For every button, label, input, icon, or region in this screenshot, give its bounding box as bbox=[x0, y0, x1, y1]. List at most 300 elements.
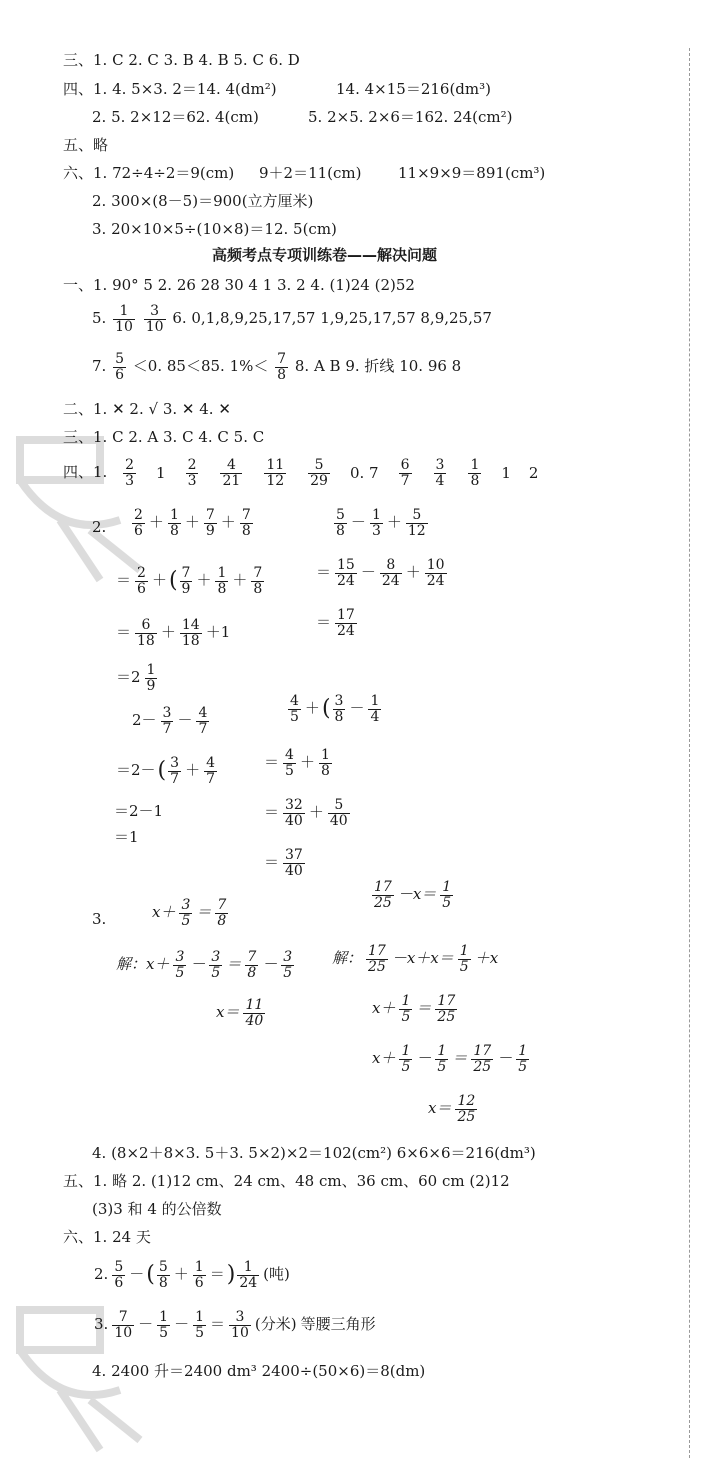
fraction bbox=[406, 508, 428, 538]
fraction bbox=[458, 944, 471, 974]
fraction bbox=[161, 706, 174, 736]
fraction-answer-line bbox=[92, 352, 461, 382]
answer-line: 5. 2×5. 2×6＝162. 24(cm²) bbox=[308, 108, 513, 126]
numerator: 5 bbox=[328, 798, 350, 814]
fraction bbox=[237, 1260, 259, 1290]
denominator: 6 bbox=[114, 1274, 124, 1291]
numerator: 1 bbox=[459, 943, 469, 959]
expr-text: ＋ bbox=[386, 513, 402, 532]
expr-text: ＋ bbox=[160, 623, 176, 642]
answer-line: 11×9×9＝891(cm³) bbox=[398, 164, 546, 182]
denominator: 5 bbox=[175, 964, 185, 981]
calc-line bbox=[114, 663, 159, 693]
denominator: 9 bbox=[146, 677, 156, 694]
fraction bbox=[468, 458, 481, 488]
fraction bbox=[132, 508, 145, 538]
calc-line bbox=[130, 508, 255, 538]
equation-line bbox=[370, 1044, 531, 1074]
numerator: 3 bbox=[229, 1310, 251, 1326]
fraction bbox=[220, 458, 242, 488]
numerator: 4 bbox=[285, 747, 294, 763]
answer-line: 4. 2400 升＝2400 dm³ 2400÷(50×6)＝8(dm) bbox=[92, 1362, 426, 1380]
numerator: 17 bbox=[473, 1043, 492, 1059]
paren-open: ( bbox=[321, 696, 331, 722]
numerator: 4 bbox=[198, 705, 208, 721]
fraction bbox=[168, 508, 181, 538]
fraction bbox=[135, 618, 157, 648]
answer-line: 六、1. 72÷4÷2＝9(cm) bbox=[63, 164, 235, 182]
denominator: 8 bbox=[158, 1274, 168, 1291]
numerator: 11 bbox=[266, 457, 285, 473]
calc-line: ＝1 bbox=[114, 828, 139, 846]
expr-text: ＝ bbox=[209, 1265, 225, 1284]
fraction bbox=[123, 458, 136, 488]
numerator: 15 bbox=[337, 557, 355, 573]
margin-dashed-rule bbox=[689, 48, 690, 1458]
expr-text: －x＋x＝ bbox=[391, 949, 454, 968]
expr-text: ＋ bbox=[173, 1265, 189, 1284]
expr-text: x＋ bbox=[152, 903, 176, 922]
equation-line bbox=[370, 880, 455, 910]
fraction bbox=[283, 798, 305, 828]
answer-text: 6. 0,1,8,9,25,17,57 1,9,25,17,57 8,9,25,57 bbox=[172, 309, 492, 328]
denominator: 21 bbox=[222, 472, 241, 489]
denominator: 8 bbox=[253, 580, 263, 597]
numerator: 7 bbox=[217, 897, 227, 913]
expr-text: ＋ bbox=[148, 513, 164, 532]
numerator: 4 bbox=[290, 693, 299, 709]
calc-line bbox=[262, 748, 334, 778]
numerator: 37 bbox=[285, 847, 303, 863]
numerator: 1 bbox=[470, 457, 480, 473]
calc-line bbox=[114, 566, 266, 596]
numerator: 1 bbox=[442, 879, 452, 895]
equation-line bbox=[150, 898, 230, 928]
expr-text: － bbox=[129, 1265, 145, 1284]
numerator: 7 bbox=[112, 1310, 134, 1326]
calc-line bbox=[114, 618, 232, 648]
fraction bbox=[173, 950, 186, 980]
equation-line bbox=[426, 1094, 479, 1124]
fraction bbox=[186, 458, 199, 488]
answer-line: 三、1. C 2. A 3. C 4. C 5. C bbox=[63, 428, 265, 446]
fraction bbox=[370, 508, 383, 538]
denominator: 29 bbox=[310, 472, 328, 489]
fraction bbox=[366, 944, 388, 974]
denominator: 5 bbox=[401, 1058, 411, 1075]
denominator: 5 bbox=[181, 912, 191, 929]
fraction bbox=[333, 694, 346, 724]
equation-line bbox=[214, 998, 267, 1028]
paren-open: ( bbox=[157, 758, 167, 784]
fraction bbox=[319, 748, 332, 778]
denominator: 7 bbox=[170, 770, 180, 787]
denominator: 5 bbox=[283, 964, 293, 981]
denominator: 24 bbox=[337, 572, 355, 589]
expr-text: ＝ bbox=[264, 753, 280, 772]
denominator: 8 bbox=[470, 472, 480, 489]
expr-text: 解：x＋ bbox=[116, 955, 170, 974]
fraction bbox=[193, 1260, 206, 1290]
fraction bbox=[229, 1310, 251, 1340]
numerator: 1 bbox=[237, 1260, 259, 1276]
denominator: 25 bbox=[368, 958, 386, 975]
fraction bbox=[372, 880, 394, 910]
expr-text: ＋ bbox=[308, 803, 324, 822]
numerator: 7 bbox=[241, 507, 251, 523]
numerator: 14 bbox=[181, 617, 200, 633]
numerator: 3 bbox=[211, 949, 221, 965]
expr-text: ＋ bbox=[304, 699, 320, 718]
denominator: 8 bbox=[247, 964, 257, 981]
answer-item: 1 bbox=[501, 463, 511, 482]
numerator: 17 bbox=[374, 879, 392, 895]
denominator: 4 bbox=[370, 708, 380, 725]
paren-close: ) bbox=[226, 1262, 236, 1288]
item-number: 四、1. bbox=[63, 463, 108, 482]
numerator: 7 bbox=[181, 565, 191, 581]
fraction bbox=[399, 458, 412, 488]
expr-text: － bbox=[416, 1049, 432, 1068]
denominator: 12 bbox=[266, 472, 285, 489]
numerator: 1 bbox=[195, 1309, 205, 1325]
expr-text: ＝ bbox=[316, 563, 332, 582]
answer-line: 9＋2＝11(cm) bbox=[259, 164, 362, 182]
answer-line: 五、略 bbox=[63, 136, 109, 154]
answer-line: 六、1. 24 天 bbox=[63, 1228, 151, 1246]
numerator: 1 bbox=[518, 1043, 528, 1059]
denominator: 5 bbox=[285, 762, 294, 779]
numerator: 3 bbox=[283, 949, 293, 965]
fraction bbox=[251, 566, 264, 596]
fraction bbox=[204, 508, 217, 538]
denominator: 25 bbox=[437, 1008, 456, 1025]
fraction bbox=[145, 663, 158, 693]
answer-item: 2 bbox=[528, 463, 539, 482]
denominator: 5 bbox=[290, 708, 299, 725]
fraction bbox=[180, 618, 202, 648]
denominator: 25 bbox=[457, 1108, 476, 1125]
calc-line bbox=[262, 848, 307, 878]
item-number: 7. bbox=[92, 357, 107, 376]
paren-open: ( bbox=[168, 568, 178, 594]
numerator: 5 bbox=[308, 458, 330, 474]
denominator: 18 bbox=[137, 632, 155, 649]
denominator: 5 bbox=[401, 1008, 411, 1025]
expr-text: ＋ bbox=[299, 753, 315, 772]
denominator: 5 bbox=[195, 1324, 205, 1341]
numerator: 8 bbox=[380, 558, 402, 574]
fraction bbox=[435, 1044, 448, 1074]
denominator: 5 bbox=[437, 1058, 447, 1075]
numerator: 7 bbox=[253, 565, 263, 581]
denominator: 8 bbox=[217, 912, 227, 929]
fraction bbox=[112, 1260, 125, 1290]
denominator: 24 bbox=[381, 572, 400, 589]
expr-text: ＋ bbox=[220, 513, 236, 532]
expr-text: ＝ bbox=[226, 955, 242, 974]
fraction bbox=[440, 880, 453, 910]
denominator: 9 bbox=[205, 522, 215, 539]
denominator: 10 bbox=[231, 1324, 249, 1341]
expr-text: 2. bbox=[94, 1265, 109, 1284]
answer-line: 4. (8×2＋8×3. 5＋3. 5×2)×2＝102(cm²) 6×6×6＝216(dm³) bbox=[92, 1144, 536, 1162]
numerator: 5 bbox=[158, 1259, 168, 1275]
denominator: 6 bbox=[137, 580, 146, 597]
denominator: 25 bbox=[473, 1058, 492, 1075]
fraction bbox=[516, 1044, 529, 1074]
numerator: 1 bbox=[159, 1309, 169, 1325]
numerator: 7 bbox=[205, 507, 215, 523]
denominator: 5 bbox=[442, 894, 452, 911]
expr-text: ＝ bbox=[416, 999, 432, 1018]
numerator: 1 bbox=[146, 662, 156, 678]
answer-line: 2. 5. 2×12＝62. 4(cm) bbox=[92, 108, 259, 126]
numerator: 3 bbox=[175, 949, 185, 965]
equation-line bbox=[330, 944, 500, 974]
denominator: 40 bbox=[329, 812, 348, 829]
calc-line bbox=[92, 1260, 292, 1290]
fraction bbox=[399, 1044, 412, 1074]
fraction bbox=[399, 994, 412, 1024]
answer-item bbox=[218, 458, 244, 488]
fraction bbox=[193, 1310, 206, 1340]
numerator: 32 bbox=[285, 797, 303, 813]
answer-line: (3)3 和 4 的公倍数 bbox=[92, 1200, 222, 1218]
fraction bbox=[209, 950, 222, 980]
equation-line bbox=[114, 950, 296, 980]
numerator: 1 bbox=[401, 993, 411, 1009]
expr-text: 解： bbox=[332, 949, 363, 968]
denominator: 6 bbox=[134, 522, 143, 539]
denominator: 40 bbox=[245, 1012, 264, 1029]
fraction bbox=[215, 898, 228, 928]
item-number: 2. bbox=[92, 518, 107, 536]
answer-item: 0. 7 bbox=[349, 463, 379, 482]
numerator: 1 bbox=[169, 507, 179, 523]
fraction bbox=[196, 706, 209, 736]
numerator: 3 bbox=[162, 705, 172, 721]
numerator: 2 bbox=[134, 507, 143, 523]
denominator: 8 bbox=[241, 522, 251, 539]
expr-text: ＝ bbox=[116, 623, 132, 642]
denominator: 7 bbox=[162, 720, 172, 737]
calc-line bbox=[286, 694, 383, 724]
answer-item bbox=[121, 458, 138, 488]
expr-text: －x＝ bbox=[397, 885, 437, 904]
denominator: 24 bbox=[239, 1274, 258, 1291]
denominator: 7 bbox=[400, 472, 410, 489]
fraction: $\frac{5}{6}$ bbox=[115, 351, 125, 383]
numerator: 1 bbox=[217, 565, 227, 581]
fraction bbox=[179, 898, 192, 928]
expr-text: － bbox=[360, 563, 376, 582]
section-heading: 高频考点专项训练卷——解决问题 bbox=[212, 246, 438, 264]
expr-text: ＋ bbox=[184, 513, 200, 532]
expr-text: ＋x bbox=[474, 949, 499, 968]
denominator: 5 bbox=[211, 964, 221, 981]
fraction bbox=[283, 748, 296, 778]
expr-text: x＝ bbox=[428, 1099, 452, 1118]
numerator: 6 bbox=[400, 457, 410, 473]
answer-item bbox=[432, 458, 449, 488]
expr-text: (吨) bbox=[263, 1265, 290, 1284]
expr-text: ＝2 bbox=[116, 668, 141, 687]
fraction bbox=[288, 694, 301, 724]
numerator: 1 bbox=[194, 1259, 204, 1275]
numerator: 1 bbox=[370, 693, 380, 709]
denominator: 3 bbox=[125, 472, 135, 489]
expr-text: － bbox=[349, 699, 365, 718]
fraction bbox=[180, 566, 193, 596]
fraction bbox=[335, 608, 357, 638]
answer-item bbox=[262, 458, 288, 488]
numerator: 2 bbox=[137, 565, 146, 581]
numerator: 4 bbox=[206, 755, 215, 771]
fraction bbox=[112, 1310, 134, 1340]
expr-text: － bbox=[262, 955, 278, 974]
calc-line bbox=[262, 798, 352, 828]
denominator: 8 bbox=[334, 708, 344, 725]
denominator: 25 bbox=[374, 894, 392, 911]
fraction bbox=[380, 558, 402, 588]
expr-text: 等腰三角形 bbox=[300, 1315, 376, 1334]
fraction bbox=[308, 458, 330, 488]
expr-text: ＝ bbox=[264, 803, 280, 822]
expr-text: x＝ bbox=[216, 1003, 240, 1022]
expr-text: ＋ bbox=[405, 563, 421, 582]
expr-text: ＝2－ bbox=[116, 761, 156, 780]
denominator: 40 bbox=[285, 862, 303, 879]
denominator: 5 bbox=[518, 1058, 528, 1075]
numerator: 1 bbox=[437, 1043, 447, 1059]
calc-line bbox=[314, 558, 449, 588]
expr-text: ＝ bbox=[196, 903, 212, 922]
numerator: 5 bbox=[406, 508, 428, 524]
expr-text: ＋ bbox=[232, 571, 248, 590]
calc-line bbox=[332, 508, 430, 538]
fraction bbox=[243, 998, 265, 1028]
fraction bbox=[245, 950, 258, 980]
numerator: 17 bbox=[337, 607, 355, 623]
numerator: 12 bbox=[457, 1093, 476, 1109]
item-number: 5. bbox=[92, 309, 107, 328]
expr-text: ＝ bbox=[316, 613, 332, 632]
answer-text: 8. A B 9. 折线 10. 96 8 bbox=[294, 357, 462, 376]
expr-text: － bbox=[497, 1049, 513, 1068]
expr-text: x＋ bbox=[372, 1049, 396, 1068]
answer-line: 2. 300×(8－5)＝900(立方厘米) bbox=[92, 192, 314, 210]
answer-item bbox=[397, 458, 414, 488]
numerator: 5 bbox=[336, 507, 345, 523]
fraction bbox=[281, 950, 294, 980]
expr-text: ＋ bbox=[151, 571, 167, 590]
expr-text: ＋ bbox=[196, 571, 212, 590]
numerator: 3 bbox=[334, 693, 344, 709]
answer-text: ＜0. 85＜85. 1%＜ bbox=[132, 357, 269, 376]
numerator: 1 bbox=[320, 747, 330, 763]
denominator: 9 bbox=[181, 580, 191, 597]
expr-text: ＝ bbox=[116, 571, 132, 590]
fraction-answer-line bbox=[63, 458, 547, 488]
fraction bbox=[334, 508, 347, 538]
fraction-answer-line bbox=[92, 304, 492, 334]
expr-text: ＋ bbox=[185, 761, 201, 780]
numerator: 2 bbox=[125, 457, 135, 473]
item-number: 3. bbox=[92, 910, 107, 928]
numerator: 10 bbox=[426, 557, 445, 573]
denominator: 8 bbox=[217, 580, 227, 597]
fraction bbox=[425, 558, 447, 588]
expr-text: － bbox=[350, 513, 366, 532]
denominator: 7 bbox=[198, 720, 208, 737]
calc-line bbox=[114, 756, 219, 786]
fraction bbox=[471, 1044, 493, 1074]
denominator: 24 bbox=[426, 572, 445, 589]
numerator: 5 bbox=[114, 1259, 124, 1275]
fraction bbox=[157, 1310, 170, 1340]
fraction bbox=[264, 458, 286, 488]
expr-text: x＋ bbox=[372, 999, 396, 1018]
expr-text: ＋1 bbox=[205, 623, 231, 642]
numerator: 7 bbox=[247, 949, 257, 965]
answer-line: 五、1. 略 2. (1)12 cm、24 cm、48 cm、36 cm、60 cm (2)12 bbox=[63, 1172, 510, 1190]
expr-text: ＝ bbox=[264, 853, 280, 872]
expr-text: － bbox=[174, 1315, 190, 1334]
fraction bbox=[328, 798, 350, 828]
fraction: $\frac{1}{10}$ bbox=[115, 303, 133, 335]
numerator: 17 bbox=[368, 943, 386, 959]
numerator: 3 bbox=[181, 897, 191, 913]
paren-open: ( bbox=[146, 1262, 155, 1288]
numerator: 11 bbox=[245, 997, 264, 1013]
expr-text: － bbox=[138, 1315, 154, 1334]
denominator: 8 bbox=[320, 762, 330, 779]
denominator: 8 bbox=[169, 522, 179, 539]
calc-line: ＝2－1 bbox=[114, 802, 164, 820]
denominator: 12 bbox=[407, 522, 426, 539]
fraction bbox=[204, 756, 217, 786]
fraction bbox=[283, 848, 305, 878]
expr-text: ＝ bbox=[210, 1315, 226, 1334]
fraction: $\frac{3}{10}$ bbox=[145, 303, 164, 335]
denominator: 8 bbox=[336, 522, 345, 539]
denominator: 24 bbox=[337, 622, 355, 639]
denominator: 3 bbox=[371, 522, 381, 539]
numerator: 6 bbox=[135, 618, 157, 634]
fraction bbox=[215, 566, 228, 596]
calc-line bbox=[314, 608, 359, 638]
answer-line: 14. 4×15＝216(dm³) bbox=[336, 80, 491, 98]
answer-line: 3. 20×10×5÷(10×8)＝12. 5(cm) bbox=[92, 220, 337, 238]
answer-item bbox=[306, 458, 332, 488]
denominator: 10 bbox=[114, 1324, 133, 1341]
fraction bbox=[135, 566, 148, 596]
fraction bbox=[434, 458, 447, 488]
numerator: 1 bbox=[371, 507, 381, 523]
answer-item: 1 bbox=[156, 463, 166, 482]
calc-line bbox=[92, 1310, 378, 1340]
denominator: 7 bbox=[206, 770, 215, 787]
fraction bbox=[455, 1094, 477, 1124]
expr-text: 3. bbox=[94, 1315, 109, 1334]
expr-text: － bbox=[190, 955, 206, 974]
denominator: 40 bbox=[285, 812, 303, 829]
answer-line: 三、1. C 2. C 3. B 4. B 5. C 6. D bbox=[63, 51, 300, 69]
numerator: 2 bbox=[187, 457, 197, 473]
fraction bbox=[240, 508, 253, 538]
numerator: 3 bbox=[170, 755, 180, 771]
